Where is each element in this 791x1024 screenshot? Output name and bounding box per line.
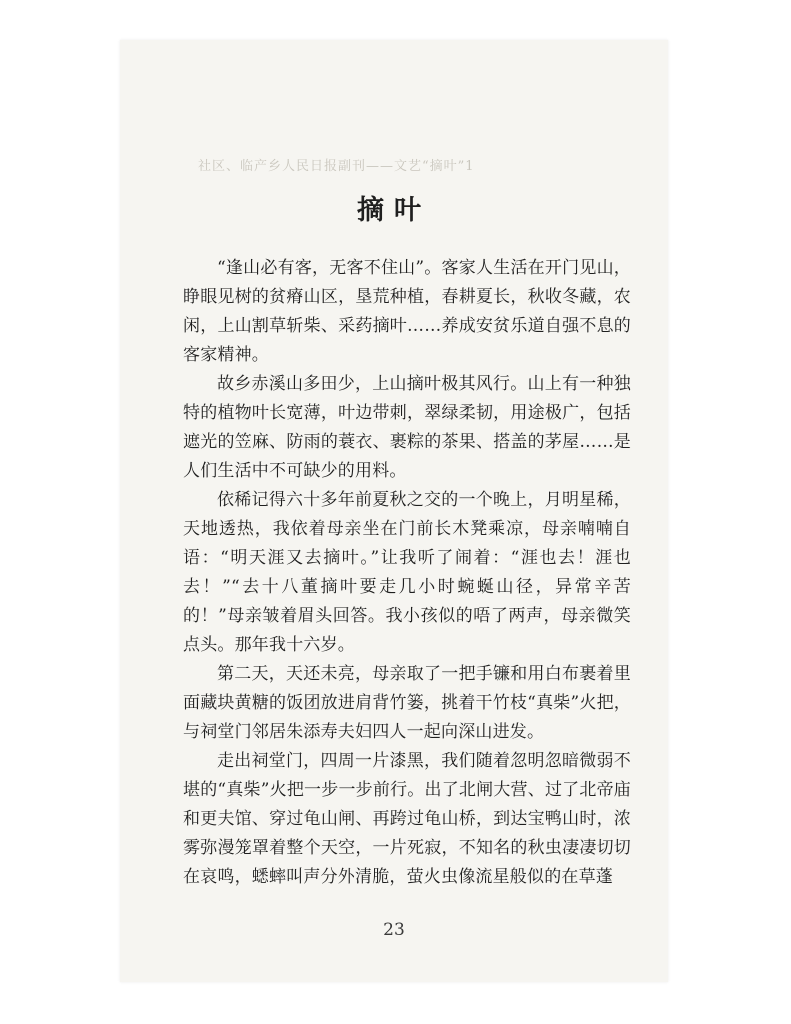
running-header: 社区、临产乡人民日报副刊——文艺“摘叶”1 (198, 159, 475, 174)
book-page (120, 40, 668, 982)
paragraph-4: 第二天，天还未亮，母亲取了一把手镰和用白布裹着里面藏块黄糖的饭团放进肩背竹篓，挑着干竹枝“真柴”火把，与祠堂门邻居朱添寿夫妇四人一起向深山进发。 (183, 664, 631, 742)
article-body (183, 254, 631, 892)
paragraph-5: 走出祠堂门，四周一片漆黑，我们随着忽明忽暗微弱不堪的“真柴”火把一步一步前行。出了北闸大营、过了北帝庙和更夫馆、穿过龟山闸、再跨过龟山桥，到达宝鸭山时，浓雾弥漫笼罩着整个天空，一片死寂，不知名的秋虫凄凄切切在哀鸣，蟋蟀叫声分外清脆，萤火虫像流星般似的在草蓬 (183, 751, 631, 887)
paragraph-2: 故乡赤溪山多田少，上山摘叶极其风行。山上有一种独特的植物叶长宽薄，叶边带刺，翠绿柔韧，用途极广，包括遮光的笠麻、防雨的蓑衣、裹粽的茶果、搭盖的茅屋……是人们生活中不可缺少的用料。 (183, 374, 631, 481)
page-number: 23 (383, 920, 405, 940)
paragraph-3: 依稀记得六十多年前夏秋之交的一个晚上，月明星稀，天地透热，我依着母亲坐在门前长木凳乘凉，母亲喃喃自语：“明天涯又去摘叶。”让我听了闹着：“涯也去！涯也去！”“去十八董摘叶要走几小时蜿蜒山径，异常辛苦的！”母亲皱着眉头回答。我小孩似的唔了两声，母亲微笑点头。那年我十六岁。 (183, 490, 631, 655)
paragraph-1: “逢山必有客，无客不住山”。客家人生活在开门见山，睁眼见树的贫瘠山区，垦荒种植，春耕夏长，秋收冬藏，农闲，上山割草斩柴、采药摘叶……养成安贫乐道自强不息的客家精神。 (183, 258, 631, 365)
page-title: 摘叶 (357, 195, 431, 226)
